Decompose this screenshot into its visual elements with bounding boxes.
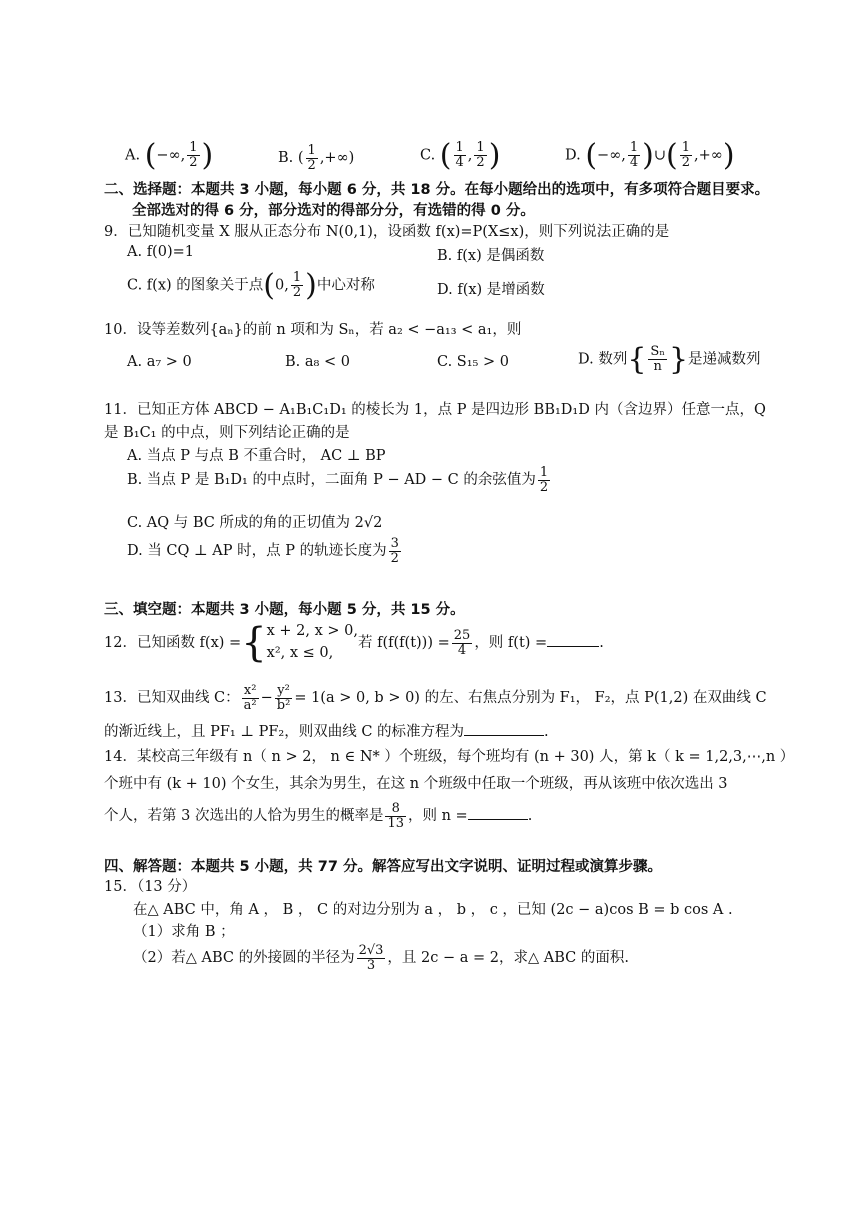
q8-option-a: A. (−∞, $\frac{1}{2}$ ) [125,138,214,173]
q15-part2 [133,944,629,972]
frac-den: b² [276,697,291,713]
q12-case2: x², x ≤ 0, [266,645,334,661]
section3-title: 三、填空题：本题共 3 小题，每小题 5 分，共 15 分。 [104,602,465,618]
q9-stem: 9．已知随机变量 X 服从正态分布 N(0,1)，设函数 f(x)=P(X≤x)，则下列说法正确的是 [104,224,670,240]
q15-p2-post: ，且 2c − a = 2，求△ ABC 的面积. [387,950,629,967]
frac-den: a² [243,697,257,713]
q11-b-pre: B. 当点 P 是 B₁D₁ 的中点时，二面角 P − AD − C 的余弦值为 [127,472,536,489]
q10-option-a: A. a₇ > 0 [127,354,192,370]
section4-title: 四、解答题：本题共 5 小题，共 77 分。解答应写出文字说明、证明过程或演算步骤。 [104,859,662,875]
q12-mid: 若 f(f(f(t))) = [358,635,450,651]
q14-answer-blank[interactable] [468,805,528,820]
q10-stem: 10．设等差数列{aₙ}的前 n 项和为 Sₙ，若 a₂ < −a₁₃ < a₁，则 [104,322,522,338]
q9-option-d: D. f(x) 是增函数 [437,282,545,298]
frac-den: 4 [457,642,467,658]
q15-stem: 在△ ABC 中，角 A ， B ， C 的对边分别为 a ， b ， c ，已知 (2c − a)cos B = b cos A . [133,902,733,918]
q8-option-c: C. ( $\frac{1}{4}$ , $\frac{1}{2}$ ) [420,138,501,173]
frac-den: 2 [390,550,399,566]
q15-part1: （1）求角 B ； [133,924,235,940]
q14-line2: 个班中有 (k + 10) 个女生，其余为男生，在这 n 个班级中任取一个班级，再从该班中依次选出 3 [104,776,728,792]
frac-den: 13 [387,815,404,831]
q12-post: ，则 f(t) = [474,635,548,651]
q14-line3: 个人，若第 3 次选出的人恰为男生的概率是 $\frac{8}{13}$ ，则 n = . [104,801,533,831]
q10-option-d: D. 数列{ $\frac{\text{Sₙ}}{n}$ }是递减数列 [578,342,761,377]
q11-stem-line2: 是 B₁C₁ 的中点，则下列结论正确的是 [104,425,350,441]
q14-line1: 14．某校高三年级有 n（ n > 2， n ∈ N* ）个班级，每个班均有 (n + 30) 人，第 k（ k = 1,2,3,⋯,n ） [104,749,795,765]
q9-option-b: B. f(x) 是偶函数 [437,248,545,264]
q9-c-post: 中心对称 [316,277,375,294]
q12: 12．已知函数 f(x) ={ x + 2, x > 0, x², x ≤ 0, 若 f(f(f(t))) = $\frac{25}{4}$ ，则 f(t) = . [104,620,604,666]
q10-option-b: B. a₈ < 0 [285,354,350,370]
q11-stem-line1: 11．已知正方体 ABCD − A₁B₁C₁D₁ 的棱长为 1，点 P 是四边形 BB₁D₁D 内（含边界）任意一点，Q [104,402,766,418]
frac-num: 3 [390,536,399,551]
frac-num: Sₙ [650,344,665,360]
q14-pre: 个人，若第 3 次选出的人恰为男生的概率是 [104,808,384,825]
q15-header: 15．（13 分） [104,879,197,895]
q9-c-pre: C. f(x) 的图象关于点 [127,277,264,294]
q13-line1: 13．已知双曲线 C： $\frac{\text{x²}}{\text{a²}}$ − $\frac{\text{y²}}{\text{b²}}$ = 1(a > 0, b > 0) 的左、右焦点分别为 F₁， F₂，点 P(1,2) 在双曲线 C [104,683,767,713]
q11-d-pre: D. 当 CQ ⊥ AP 时，点 P 的轨迹长度为 [127,543,387,560]
section2-title: 二、选择题：本题共 3 小题，每小题 6 分，共 18 分。在每小题给出的选项中，有多项符合题目要求。 [104,182,770,198]
q13-post: = 1(a > 0, b > 0) 的左、右焦点分别为 F₁， F₂，点 P(1,2) 在双曲线 C [294,690,767,707]
section2-title-line2: 全部选对的得 6 分，部分选对的得部分分，有选错的得 0 分。 [132,203,535,219]
q12-pre: 12．已知函数 f(x) = [104,635,242,651]
q9-option-c: C. f(x) 的图象关于点(0, $\frac{1}{2}$ )中心对称 [127,268,375,303]
frac-den: 3 [366,957,376,973]
q12-case1: x + 2, x > 0, [266,623,359,640]
frac-den: n [653,359,662,374]
frac-num: 25 [453,627,471,643]
q11-option-c: C. AQ 与 BC 所成的角的正切值为 2√2 [127,515,383,531]
q10-d-post: 是递减数列 [688,351,761,368]
frac-num: 2√3 [358,943,384,958]
q13-line2-text: 的渐近线上，且 PF₁ ⊥ PF₂，则双曲线 C 的标准方程为 [104,724,465,740]
frac-num: 8 [385,802,406,817]
q14-post: ，则 n = [408,808,468,825]
q13-line2: 的渐近线上，且 PF₁ ⊥ PF₂，则双曲线 C 的标准方程为 . [104,720,549,741]
q11-option-d [127,537,403,565]
frac-den: 2 [189,155,198,170]
q11-option-b: B. 当点 P 是 B₁D₁ 的中点时，二面角 P − AD − C 的余弦值为 $\frac{1}{2}$ [127,465,549,495]
q10-option-c: C. S₁₅ > 0 [437,354,509,370]
q8-option-b: B. ( $\frac{1}{2}$ ,+∞) [278,143,355,173]
frac-num: y² [275,684,293,699]
q13-pre: 13．已知双曲线 C： [104,690,240,707]
q12-answer-blank[interactable] [547,632,599,647]
q9-option-a: A. f(0)=1 [127,244,194,260]
q11-option-a: A. 当点 P 与点 B 不重合时， AC ⊥ BP [127,448,386,464]
frac-num: 1 [189,140,198,156]
q10-d-pre: D. 数列 [578,351,628,368]
q15-p2-pre: （2）若△ ABC 的外接圆的半径为 [133,950,355,967]
q8-option-d: D. (−∞, $\frac{1}{4}$ )∪( $\frac{1}{2}$ ,+∞) [565,138,735,173]
q13-answer-blank[interactable] [464,721,544,736]
frac-num: x² [242,684,259,699]
